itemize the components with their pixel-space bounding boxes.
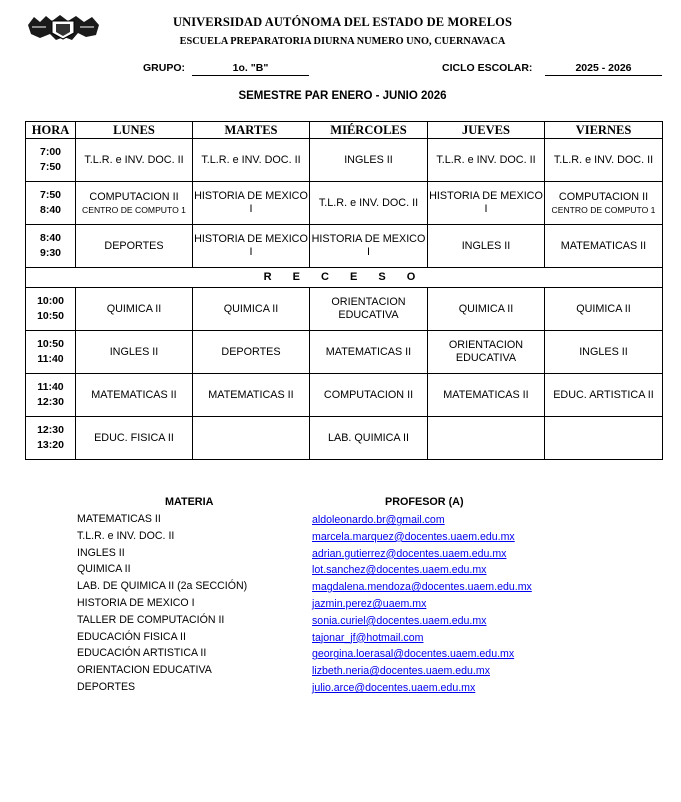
school-name: ESCUELA PREPARATORIA DIURNA NUMERO UNO, CUERNAVACA xyxy=(179,36,506,47)
class-subject: EDUC. FISICA II xyxy=(94,431,174,444)
class-cell xyxy=(428,225,545,268)
class-room: CENTRO DE COMPUTO 1 xyxy=(551,204,656,215)
subject-item: QUIMICA II xyxy=(77,563,131,576)
class-cell xyxy=(428,139,545,182)
class-cell xyxy=(193,331,310,374)
class-cell xyxy=(310,331,428,374)
recess-label: R E C E S O xyxy=(26,268,663,288)
class-cell xyxy=(428,331,545,374)
time-end: 11:40 xyxy=(37,353,64,365)
time-slot xyxy=(26,225,76,268)
subject-item: MATEMATICAS II xyxy=(77,513,161,525)
schedule-table xyxy=(25,121,663,460)
schedule-row xyxy=(26,331,663,374)
time-slot xyxy=(26,288,76,331)
class-subject: T.L.R. e INV. DOC. II xyxy=(553,153,654,166)
class-subject: COMPUTACION II xyxy=(323,388,414,401)
class-subject: INGLES II xyxy=(344,153,393,166)
class-subject: HISTORIA DE MEXICO I xyxy=(311,233,426,258)
class-subject: EDUC. ARTISTICA II xyxy=(553,388,654,401)
recess-row xyxy=(26,268,663,288)
teacher-email-link[interactable]: lizbeth.neria@docentes.uaem.edu.mx xyxy=(312,665,490,678)
time-start: 7:00 xyxy=(39,146,61,158)
class-subject: MATEMATICAS II xyxy=(443,388,529,401)
group-label: GRUPO: xyxy=(143,62,185,74)
university-name: UNIVERSIDAD AUTÓNOMA DEL ESTADO DE MORELOS xyxy=(172,15,513,29)
time-start: 11:40 xyxy=(37,381,64,393)
time-start: 7:50 xyxy=(39,189,61,201)
class-cell xyxy=(310,225,428,268)
class-subject: HISTORIA DE MEXICO I xyxy=(194,233,308,258)
class-subject: ORIENTACION EDUCATIVA xyxy=(331,296,406,321)
class-subject: INGLES II xyxy=(109,345,159,358)
class-cell xyxy=(545,139,663,182)
class-subject: T.L.R. e INV. DOC. II xyxy=(201,153,301,166)
time-slot xyxy=(26,417,76,460)
class-cell xyxy=(545,225,663,268)
class-cell xyxy=(310,288,428,331)
teacher-email-list xyxy=(312,512,612,697)
subject-item: HISTORIA DE MEXICO I xyxy=(77,596,195,609)
header-thursday: JUEVES xyxy=(428,122,545,139)
class-cell xyxy=(76,331,193,374)
time-end: 12:30 xyxy=(37,396,64,408)
time-end: 7:50 xyxy=(39,161,61,173)
time-slot xyxy=(26,374,76,417)
time-start: 12:30 xyxy=(37,424,64,436)
class-subject: HISTORIA DE MEXICO I xyxy=(194,190,308,215)
teacher-email-link[interactable]: jazmin.perez@uaem.mx xyxy=(312,597,427,610)
header-wednesday: MIÉRCOLES xyxy=(310,122,428,139)
subject-item: T.L.R. e INV. DOC. II xyxy=(77,529,175,542)
time-end: 8:40 xyxy=(39,204,61,216)
schedule-row xyxy=(26,225,663,268)
subject-item: INGLES II xyxy=(77,546,125,559)
class-subject: MATEMATICAS II xyxy=(208,388,294,401)
class-subject: INGLES II xyxy=(461,239,511,252)
class-cell xyxy=(545,374,663,417)
time-start: 10:00 xyxy=(37,295,64,307)
class-cell xyxy=(545,288,663,331)
time-end: 10:50 xyxy=(37,310,64,322)
class-subject: T.L.R. e INV. DOC. II xyxy=(436,153,536,166)
header-monday: LUNES xyxy=(76,122,193,139)
time-slot xyxy=(26,182,76,225)
time-slot xyxy=(26,331,76,374)
teacher-email-link[interactable]: tajonar_jf@hotmail.com xyxy=(312,631,424,644)
teacher-column-header: PROFESOR (A) xyxy=(385,496,464,508)
class-cell xyxy=(545,417,663,460)
header-tuesday: MARTES xyxy=(193,122,310,139)
class-room: CENTRO DE COMPUTO 1 xyxy=(82,204,186,215)
schedule-row xyxy=(26,139,663,182)
class-cell xyxy=(545,331,663,374)
teacher-email-link[interactable]: aldoleonardo.br@gmail.com xyxy=(312,514,445,526)
schedule-row xyxy=(26,417,663,460)
class-cell xyxy=(193,139,310,182)
teacher-email-link[interactable]: lot.sanchez@docentes.uaem.edu.mx xyxy=(312,564,487,577)
class-cell xyxy=(76,374,193,417)
subjects-list xyxy=(77,511,287,696)
teacher-email-link[interactable]: sonia.curiel@docentes.uaem.edu.mx xyxy=(312,614,487,627)
class-cell xyxy=(193,288,310,331)
schedule-row xyxy=(26,182,663,225)
class-cell xyxy=(76,288,193,331)
class-subject: MATEMATICAS II xyxy=(325,345,412,358)
semester-title: SEMESTRE PAR ENERO - JUNIO 2026 xyxy=(238,90,447,102)
class-cell xyxy=(193,417,310,460)
time-end: 9:30 xyxy=(39,247,61,259)
class-cell xyxy=(76,139,193,182)
header-friday: VIERNES xyxy=(545,122,663,139)
teacher-email-link[interactable]: magdalena.mendoza@docentes.uaem.edu.mx xyxy=(312,581,532,594)
class-cell xyxy=(428,374,545,417)
class-cell xyxy=(310,417,428,460)
teacher-email-link[interactable]: georgina.loerasal@docentes.uaem.edu.mx xyxy=(312,648,515,661)
class-cell xyxy=(428,182,545,225)
class-cell xyxy=(193,225,310,268)
class-cell xyxy=(545,182,663,225)
class-cell xyxy=(310,374,428,417)
class-cell xyxy=(76,417,193,460)
subject-column-header: MATERIA xyxy=(165,496,214,508)
class-subject: T.L.R. e INV. DOC. II xyxy=(84,153,184,166)
teacher-email-link[interactable]: marcela.marquez@docentes.uaem.edu.mx xyxy=(312,530,515,543)
subject-item: DEPORTES xyxy=(77,680,136,693)
schedule-row xyxy=(26,374,663,417)
class-subject: QUIMICA II xyxy=(106,302,162,315)
class-subject: QUIMICA II xyxy=(223,302,279,315)
group-value: 1o. "B" xyxy=(192,62,309,76)
class-cell xyxy=(310,139,428,182)
schedule-header-row xyxy=(26,122,663,139)
class-cell xyxy=(76,225,193,268)
class-subject: DEPORTES xyxy=(221,345,281,358)
subject-item: LAB. DE QUIMICA II (2a SECCIÓN) xyxy=(77,580,248,593)
class-cell xyxy=(76,182,193,225)
class-subject: ORIENTACION EDUCATIVA xyxy=(448,339,524,364)
class-cell xyxy=(428,417,545,460)
class-subject: MATEMATICAS II xyxy=(560,239,647,252)
class-subject: COMPUTACION II xyxy=(558,190,649,203)
header-hour: HORA xyxy=(26,122,76,139)
class-subject: COMPUTACION II xyxy=(89,190,179,203)
teacher-email-link[interactable]: julio.arce@docentes.uaem.edu.mx xyxy=(312,681,476,694)
class-cell xyxy=(310,182,428,225)
subject-item: EDUCACIÓN ARTISTICA II xyxy=(77,647,207,660)
class-subject: MATEMATICAS II xyxy=(91,388,177,401)
time-slot xyxy=(26,139,76,182)
class-cell xyxy=(193,374,310,417)
schedule-row xyxy=(26,288,663,331)
subject-item: TALLER DE COMPUTACIÓN II xyxy=(77,613,225,626)
subject-item: EDUCACIÓN FISICA II xyxy=(77,630,186,643)
class-cell xyxy=(193,182,310,225)
class-cell xyxy=(428,288,545,331)
class-subject: INGLES II xyxy=(579,345,628,358)
university-logo xyxy=(26,13,101,41)
time-start: 10:50 xyxy=(37,338,64,350)
time-end: 13:20 xyxy=(37,439,64,451)
cycle-label: CICLO ESCOLAR: xyxy=(442,62,533,74)
class-subject: LAB. QUIMICA II xyxy=(328,431,409,444)
class-subject: T.L.R. e INV. DOC. II xyxy=(318,196,419,209)
time-start: 8:40 xyxy=(39,232,61,244)
subject-item: ORIENTACION EDUCATIVA xyxy=(77,664,212,677)
class-subject: DEPORTES xyxy=(104,239,164,252)
teacher-email-link[interactable]: adrian.gutierrez@docentes.uaem.edu.mx xyxy=(312,547,507,560)
cycle-value: 2025 - 2026 xyxy=(545,62,662,76)
class-subject: HISTORIA DE MEXICO I xyxy=(429,190,543,215)
class-subject: QUIMICA II xyxy=(458,302,514,315)
class-subject: QUIMICA II xyxy=(576,302,631,315)
